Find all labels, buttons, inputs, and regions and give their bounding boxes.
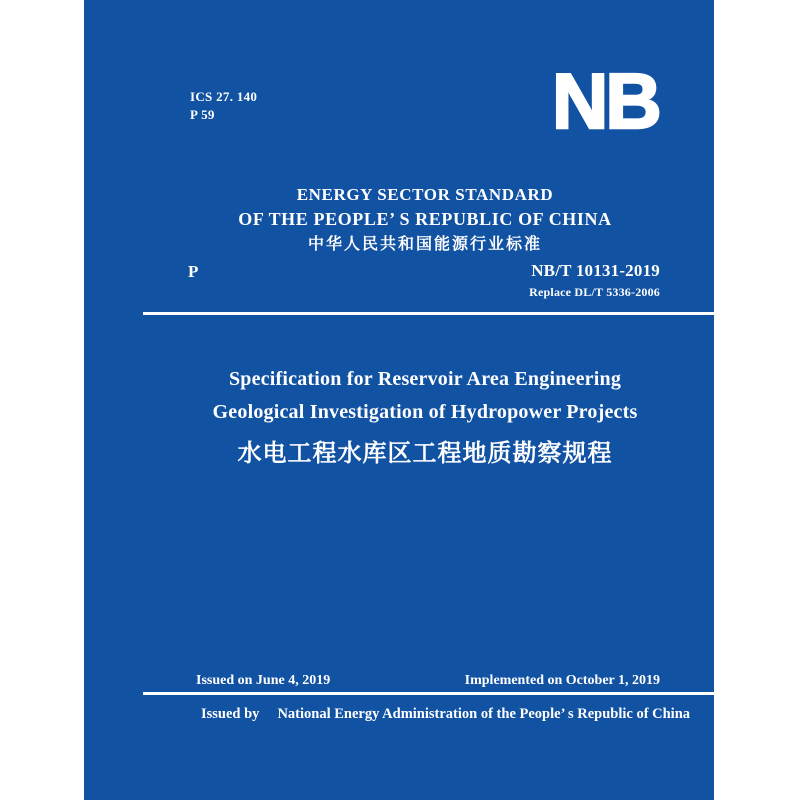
standard-code: NB/T 10131-2019 (531, 261, 660, 280)
standard-replaces-note: Replace DL/T 5336-2006 (529, 285, 660, 299)
classification-letter: P (188, 262, 199, 281)
header-line-chinese: 中华人民共和国能源行业标准 (307, 236, 542, 253)
title-chinese: 水电工程水库区工程地质勘察规程 (237, 441, 613, 467)
title-line1: Specification for Reservoir Area Engineering (228, 368, 622, 390)
implemented-date: Implemented on October 1, 2019 (464, 673, 660, 688)
issued-date: Issued on June 4, 2019 (196, 673, 331, 688)
header-line2: OF THE PEOPLE’ S REPUBLIC OF CHINA (238, 209, 612, 229)
ics-code: ICS 27. 140 (190, 89, 258, 104)
issuer-row (201, 704, 761, 724)
classification-code: P 59 (190, 107, 215, 122)
nb-logo: NB (552, 57, 659, 145)
divider-bottom (143, 692, 714, 695)
divider-top (143, 312, 714, 315)
standard-cover (84, 0, 714, 800)
header-line1: ENERGY SECTOR STANDARD (296, 185, 554, 204)
title-block (110, 363, 740, 474)
title-line2: Geological Investigation of Hydropower Projects (212, 401, 638, 423)
issuer-name: National Energy Administration of the People’ s Republic of China (277, 706, 691, 722)
standard-header (110, 183, 740, 258)
issued-by-label: Issued by (201, 706, 260, 722)
